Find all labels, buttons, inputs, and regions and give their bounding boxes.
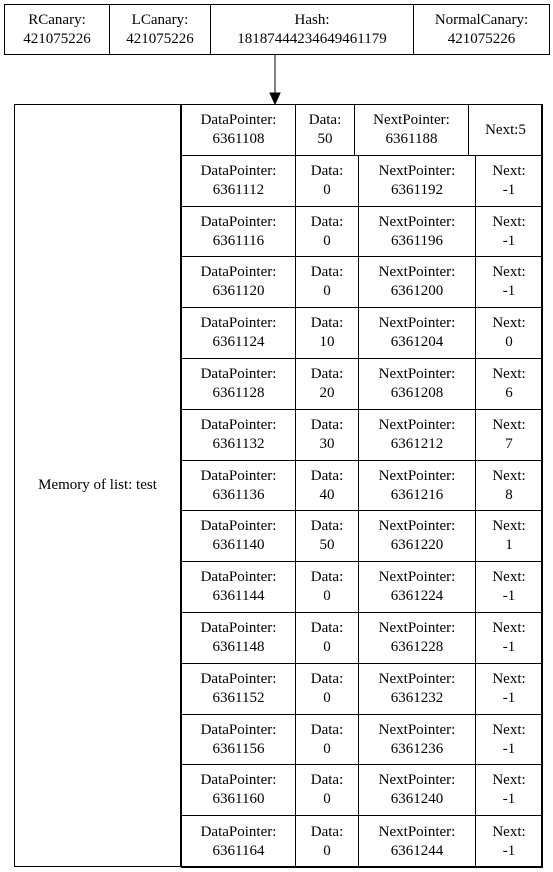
next-pointer-key: NextPointer:: [378, 467, 456, 484]
data-pointer-key: DataPointer:: [200, 772, 277, 788]
data-pointer-key: DataPointer:: [200, 366, 277, 382]
next-pointer-key: NextPointer:: [378, 417, 456, 433]
next-pointer-cell: [358, 510, 476, 562]
next-pointer-value: 6361232: [390, 690, 444, 706]
data-pointer-value: 6361156: [212, 740, 265, 757]
next-pointer-value: 6361196: [391, 232, 443, 249]
data-value-value: 0: [323, 182, 331, 198]
data-value-cell: [295, 612, 359, 664]
next-pointer-cell: [354, 104, 469, 156]
data-pointer-value: 6361124: [212, 334, 265, 350]
next-pointer-value: 6361220: [390, 537, 444, 553]
list-label: Memory of list: test: [38, 477, 157, 493]
hash-value: 18187444234649461179: [237, 30, 387, 47]
next-index-cell: [475, 460, 543, 511]
next-pointer-key: NextPointer:: [378, 213, 456, 230]
next-index-cell: [475, 561, 543, 613]
next-pointer-value: 6361192: [391, 182, 443, 198]
data-pointer-value: 6361128: [212, 385, 265, 401]
data-value-key: Data:: [310, 264, 344, 280]
next-index-cell: [475, 307, 543, 359]
next-index-key: Next:: [492, 366, 526, 382]
next-pointer-value: 6361236: [390, 740, 444, 757]
data-pointer-value: 6361164: [212, 842, 265, 859]
next-index-cell: [475, 510, 543, 562]
next-pointer-cell: [358, 409, 476, 461]
next-pointer-cell: [358, 307, 476, 359]
next-index-value: -1: [502, 232, 516, 249]
next-pointer-value: 6361204: [390, 334, 444, 350]
next-pointer-cell: [358, 612, 476, 664]
next-index-key: Next:: [492, 620, 526, 636]
data-pointer-key: DataPointer:: [200, 671, 277, 687]
data-value-value: 0: [323, 690, 331, 706]
next-index-value: 8: [505, 486, 513, 503]
next-index-cell: [475, 256, 543, 308]
next-index-cell: [475, 206, 543, 257]
next-pointer-cell: [358, 358, 476, 410]
next-index-key: Next:: [492, 417, 526, 433]
data-value-cell: [295, 714, 359, 765]
data-value-cell: [295, 460, 359, 511]
data-pointer-key: DataPointer:: [200, 112, 277, 128]
next-pointer-cell: [358, 663, 476, 715]
next-pointer-value: 6361240: [390, 791, 444, 807]
next-index-value: 6: [505, 385, 513, 401]
data-value-key: Data:: [310, 518, 344, 534]
data-value-cell: [295, 510, 359, 562]
normalcanary-value: 421075226: [447, 30, 516, 47]
next-pointer-key: NextPointer:: [373, 112, 450, 128]
data-pointer-value: 6361144: [212, 588, 265, 604]
data-pointer-cell: [181, 764, 296, 816]
data-pointer-cell: [181, 358, 296, 410]
data-value-value: 50: [319, 537, 335, 553]
next-pointer-key: NextPointer:: [378, 315, 456, 331]
next-index-value: -1: [502, 588, 516, 604]
next-index-key: Next:: [492, 264, 526, 280]
data-value-key: Data:: [310, 671, 344, 687]
data-value-key: Data:: [310, 163, 344, 179]
rcanary-value: 421075226: [23, 30, 91, 47]
next-index-cell: [475, 155, 543, 207]
data-pointer-key: DataPointer:: [200, 823, 277, 840]
next-pointer-key: NextPointer:: [378, 518, 456, 534]
next-index-key: Next:: [492, 467, 526, 484]
next-pointer-key: NextPointer:: [378, 620, 456, 636]
next-pointer-key: NextPointer:: [378, 721, 456, 738]
next-pointer-value: 6361212: [390, 436, 444, 452]
data-pointer-value: 6361132: [212, 436, 265, 452]
data-value-value: 0: [323, 791, 331, 807]
next-index-cell: [468, 104, 543, 156]
next-pointer-cell: [358, 714, 476, 765]
next-pointer-key: NextPointer:: [378, 569, 456, 585]
next-index-cell: [475, 714, 543, 765]
next-index-value: -1: [502, 639, 516, 655]
next-pointer-cell: [358, 155, 476, 207]
data-pointer-cell: [181, 714, 296, 765]
data-pointer-cell: [181, 256, 296, 308]
data-value-key: Data:: [308, 112, 342, 128]
next-index-value: -1: [502, 842, 516, 859]
lcanary-key: LCanary:: [131, 11, 189, 28]
data-value-value: 40: [319, 486, 335, 503]
next-pointer-cell: [358, 206, 476, 257]
data-pointer-cell: [181, 815, 296, 868]
data-value-value: 0: [323, 842, 331, 859]
data-pointer-cell: [181, 460, 296, 511]
next-index-cell: [475, 409, 543, 461]
data-pointer-cell: [181, 612, 296, 664]
next-index-key: Next:: [492, 772, 526, 788]
next-index-line: [485, 121, 526, 140]
data-pointer-value: 6361112: [212, 182, 265, 198]
data-pointer-value: 6361120: [212, 283, 265, 299]
next-pointer-value: 6361224: [390, 588, 444, 604]
data-value-value: 10: [319, 334, 335, 350]
data-pointer-key: DataPointer:: [200, 163, 277, 179]
data-value-cell: [295, 256, 359, 308]
data-pointer-cell: [181, 104, 296, 156]
data-value-value: 30: [319, 436, 335, 452]
data-value-cell: [295, 307, 359, 359]
data-value-cell: [295, 155, 359, 207]
next-pointer-key: NextPointer:: [378, 823, 456, 840]
next-index-value: -1: [502, 283, 516, 299]
next-pointer-value: 6361228: [390, 639, 444, 655]
data-value-key: Data:: [310, 467, 344, 484]
data-value-key: Data:: [310, 569, 344, 585]
data-value-cell: [295, 561, 359, 613]
data-value-value: 20: [319, 385, 335, 401]
normalcanary-key: NormalCanary:: [434, 11, 529, 28]
data-value-key: Data:: [310, 315, 344, 331]
next-index-key: Next:: [492, 518, 526, 534]
data-value-cell: [295, 815, 359, 868]
next-pointer-cell: [358, 460, 476, 511]
data-value-value: 0: [323, 639, 331, 655]
data-value-key: Data:: [310, 366, 344, 382]
data-pointer-cell: [181, 663, 296, 715]
data-value-value: 0: [323, 588, 331, 604]
next-pointer-cell: [358, 815, 476, 868]
data-pointer-cell: [181, 307, 296, 359]
data-value-value: 0: [323, 232, 331, 249]
data-value-cell: [295, 764, 359, 816]
next-index-key: Next:: [492, 671, 526, 687]
data-value-value: 0: [323, 740, 331, 757]
data-pointer-value: 6361152: [212, 690, 265, 706]
next-index-value: -1: [502, 690, 516, 706]
data-value-cell: [295, 104, 355, 156]
data-pointer-value: 6361148: [212, 639, 265, 655]
data-pointer-cell: [181, 409, 296, 461]
next-index-cell: [475, 764, 543, 816]
next-index-cell: [475, 663, 543, 715]
next-index-cell: [475, 612, 543, 664]
next-index-key: Next:: [492, 163, 526, 179]
next-pointer-cell: [358, 256, 476, 308]
data-pointer-key: DataPointer:: [200, 417, 277, 433]
next-pointer-value: 6361208: [390, 385, 444, 401]
data-value-cell: [295, 358, 359, 410]
data-pointer-key: DataPointer:: [200, 315, 277, 331]
data-value-value: 0: [323, 283, 331, 299]
next-pointer-key: NextPointer:: [378, 264, 456, 280]
next-index-value: -1: [502, 182, 516, 198]
next-index-cell: [475, 815, 543, 868]
next-index-value: 1: [505, 537, 513, 553]
next-index-key: Next:: [492, 213, 526, 230]
next-index-cell: [475, 358, 543, 410]
data-value-cell: [295, 409, 359, 461]
data-pointer-value: 6361116: [212, 232, 265, 249]
rcanary-key: RCanary:: [28, 11, 86, 28]
next-index-value: -1: [502, 791, 516, 807]
next-index-key: Next:: [485, 121, 519, 138]
data-value-value: 50: [317, 131, 333, 147]
data-pointer-value: 6361140: [212, 537, 265, 553]
next-pointer-key: NextPointer:: [378, 366, 456, 382]
next-pointer-value: 6361244: [390, 842, 444, 859]
data-pointer-key: DataPointer:: [200, 213, 277, 230]
next-pointer-value: 6361216: [390, 486, 444, 503]
next-pointer-cell: [358, 764, 476, 816]
next-pointer-key: NextPointer:: [378, 163, 456, 179]
lcanary-value: 421075226: [126, 30, 194, 47]
next-index-key: Next:: [492, 721, 526, 738]
data-pointer-value: 6361136: [212, 486, 265, 503]
data-pointer-cell: [181, 561, 296, 613]
data-pointer-value: 6361108: [212, 131, 265, 147]
data-pointer-key: DataPointer:: [200, 518, 277, 534]
next-index-key: Next:: [492, 569, 526, 585]
data-value-key: Data:: [310, 417, 344, 433]
data-pointer-cell: [181, 155, 296, 207]
data-pointer-cell: [181, 206, 296, 257]
next-index-value: 7: [505, 436, 513, 452]
next-index-value: -1: [502, 740, 516, 757]
data-pointer-key: DataPointer:: [200, 569, 277, 585]
arrowhead-icon: [270, 93, 280, 104]
next-index-key: Next:: [492, 315, 526, 331]
data-value-cell: [295, 206, 359, 257]
next-pointer-key: NextPointer:: [378, 671, 456, 687]
next-pointer-cell: [358, 561, 476, 613]
data-pointer-key: DataPointer:: [200, 467, 277, 484]
next-pointer-key: NextPointer:: [378, 772, 456, 788]
next-index-key: Next:: [492, 823, 526, 840]
next-pointer-value: 6361188: [385, 131, 438, 147]
list-label-cell: [14, 104, 181, 867]
data-value-key: Data:: [310, 213, 344, 230]
data-pointer-cell: [181, 510, 296, 562]
data-value-key: Data:: [310, 823, 344, 840]
data-pointer-key: DataPointer:: [200, 721, 277, 738]
data-value-key: Data:: [310, 620, 344, 636]
data-pointer-key: DataPointer:: [200, 264, 277, 280]
data-value-key: Data:: [310, 772, 344, 788]
hash-key: Hash:: [294, 11, 330, 28]
data-value-cell: [295, 663, 359, 715]
data-value-key: Data:: [310, 721, 344, 738]
data-pointer-key: DataPointer:: [200, 620, 277, 636]
next-index-value: 5: [518, 121, 526, 138]
next-pointer-value: 6361200: [390, 283, 444, 299]
data-pointer-value: 6361160: [212, 791, 265, 807]
next-index-value: 0: [505, 334, 513, 350]
